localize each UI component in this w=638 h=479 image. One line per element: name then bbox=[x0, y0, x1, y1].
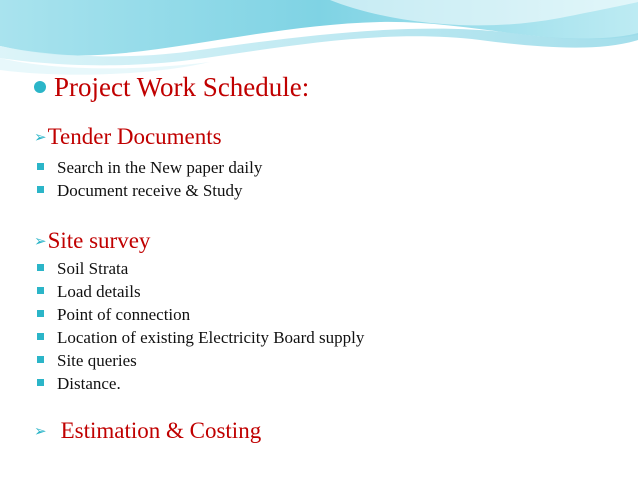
list-item: Load details bbox=[37, 280, 364, 303]
square-icon bbox=[37, 287, 44, 294]
tender-documents-list bbox=[37, 156, 262, 202]
section-title-tender-documents: ➢Tender Documents bbox=[34, 124, 222, 149]
section-title-site-survey: ➢Site survey bbox=[34, 228, 151, 253]
site-survey-list bbox=[37, 257, 364, 395]
list-item: Distance. bbox=[37, 372, 364, 395]
square-icon bbox=[37, 356, 44, 363]
list-item: Soil Strata bbox=[37, 257, 364, 280]
arrowhead-icon: ➢ bbox=[34, 128, 47, 146]
arrowhead-icon: ➢ bbox=[34, 422, 47, 440]
slide-heading bbox=[34, 72, 309, 103]
list-item: Document receive & Study bbox=[37, 179, 262, 202]
list-item: Site queries bbox=[37, 349, 364, 372]
square-icon bbox=[37, 333, 44, 340]
square-icon bbox=[37, 310, 44, 317]
square-icon bbox=[37, 163, 44, 170]
list-item: Search in the New paper daily bbox=[37, 156, 262, 179]
section-title-estimation-costing: ➢ Estimation & Costing bbox=[34, 418, 262, 443]
list-item: Point of connection bbox=[37, 303, 364, 326]
heading-text: Project Work Schedule: bbox=[54, 72, 310, 102]
square-icon bbox=[37, 264, 44, 271]
square-icon bbox=[37, 379, 44, 386]
list-item: Location of existing Electricity Board supply bbox=[37, 326, 364, 349]
arrowhead-icon: ➢ bbox=[34, 232, 47, 250]
filled-circle-icon bbox=[34, 81, 46, 93]
square-icon bbox=[37, 186, 44, 193]
